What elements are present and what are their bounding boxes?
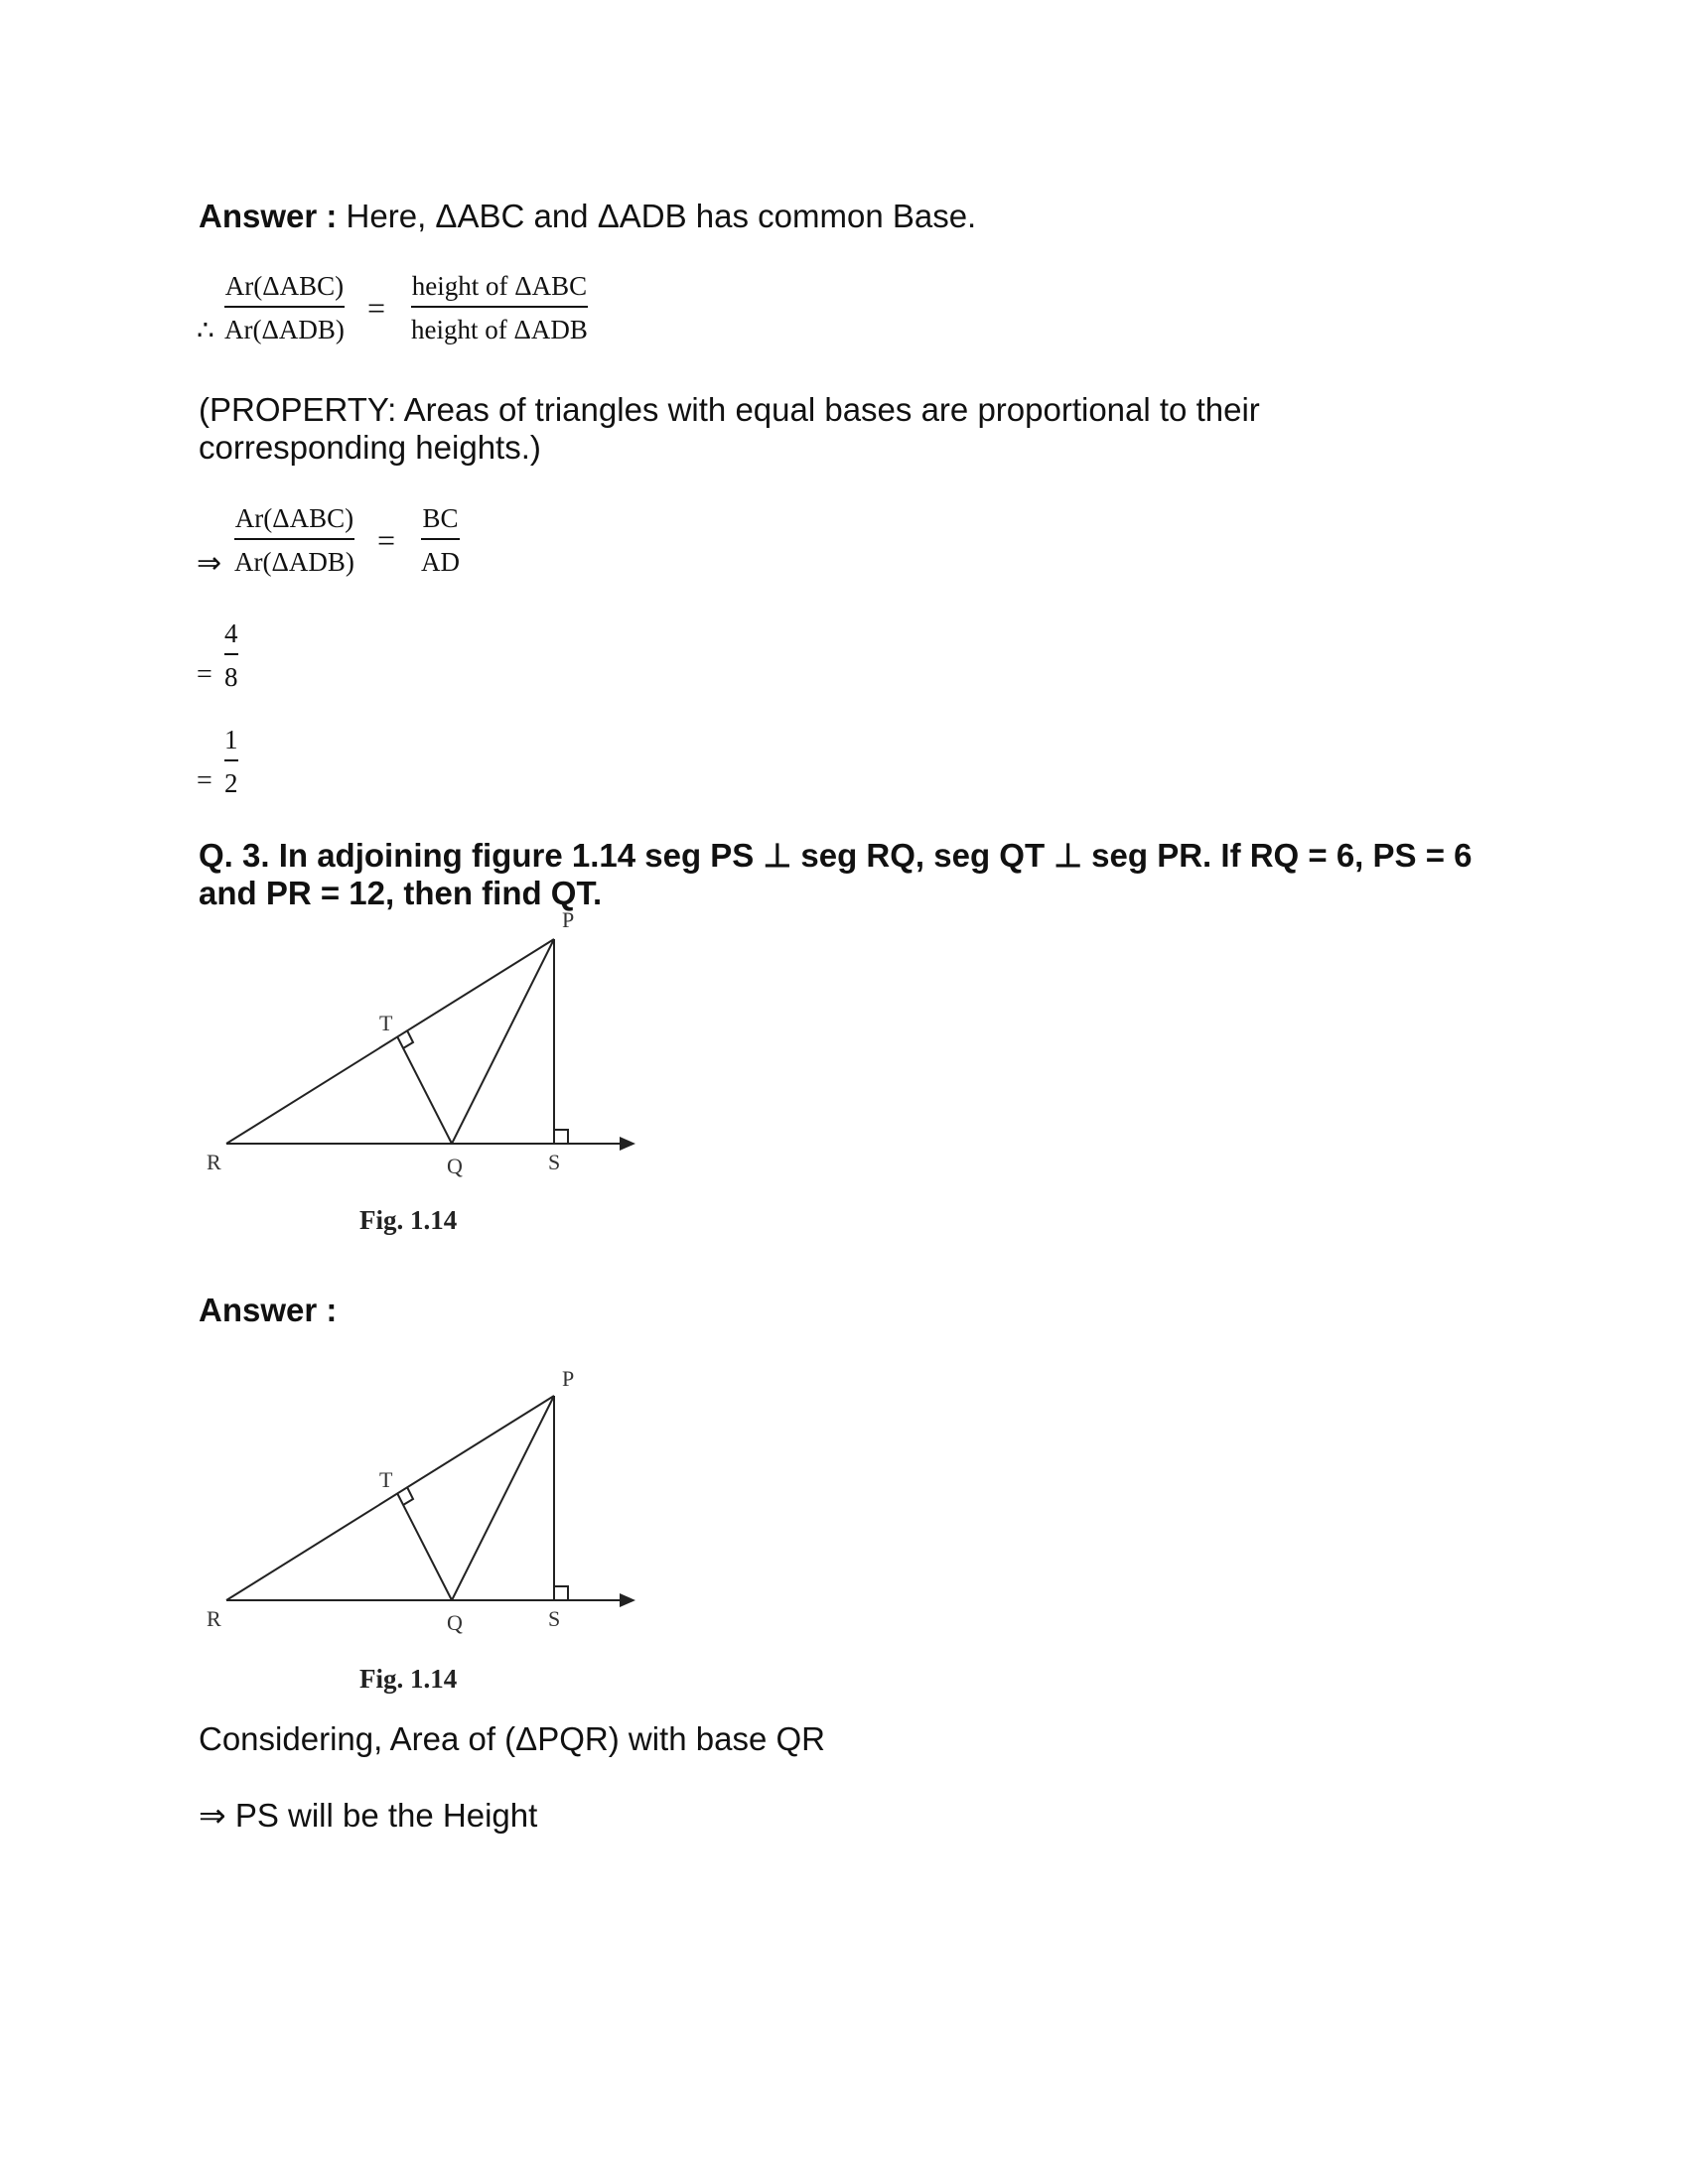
fraction-one-half — [224, 724, 238, 799]
label-t: T — [379, 1011, 393, 1035]
property-line-1: (PROPERTY: Areas of triangles with equal bases are proportional to their — [199, 391, 1260, 428]
property-line-2: corresponding heights.) — [199, 429, 541, 466]
fraction-denominator: Ar(ΔADB) — [234, 547, 354, 577]
label-q: Q — [447, 1154, 463, 1178]
figure-caption: Fig. 1.14 — [359, 1664, 458, 1694]
fraction-bar — [224, 759, 238, 761]
fraction-numerator: BC — [422, 503, 459, 533]
equals-prefix: = — [197, 765, 212, 796]
segment-rp — [226, 939, 554, 1144]
label-p: P — [562, 1366, 575, 1391]
arrowhead-icon — [620, 1137, 635, 1151]
fraction-height-ratio — [411, 270, 588, 345]
answer-label-2: Answer : — [199, 1292, 338, 1328]
height-line: ⇒ PS will be the Height — [199, 1797, 538, 1834]
fraction-bc-ad — [421, 502, 460, 578]
fraction-denominator: Ar(ΔADB) — [224, 315, 345, 344]
label-s: S — [548, 1150, 561, 1174]
question-line-1: Q. 3. In adjoining figure 1.14 seg PS ⊥ seg RQ, seg QT ⊥ seg PR. If RQ = 6, PS = 6 — [199, 837, 1473, 874]
fraction-bar — [411, 306, 588, 308]
label-r: R — [207, 1606, 221, 1631]
label-s: S — [548, 1606, 561, 1631]
segment-pq — [452, 939, 554, 1144]
segment-qt — [397, 1493, 452, 1600]
fraction-bar — [421, 538, 460, 540]
fraction-denominator: height of ΔADB — [411, 315, 588, 344]
fraction-bar — [224, 306, 345, 308]
triangle-figure-question — [189, 903, 665, 1251]
segment-rp — [226, 1396, 554, 1600]
triangle-figure-answer — [189, 1364, 665, 1711]
segment-qt — [397, 1036, 452, 1144]
answer-intro-text: Here, ΔABC and ΔADB has common Base. — [337, 198, 977, 234]
fraction-area-ratio — [234, 502, 354, 578]
label-p: P — [562, 907, 575, 932]
equals-sign: = — [377, 522, 396, 558]
right-angle-mark-s — [554, 1586, 568, 1600]
fraction-area-ratio — [224, 270, 345, 345]
label-r: R — [207, 1150, 221, 1174]
fraction-four-eighths — [224, 617, 238, 693]
fraction-denominator: 8 — [224, 662, 238, 692]
fraction-denominator: AD — [421, 547, 460, 577]
fraction-numerator: 1 — [224, 725, 238, 754]
answer-intro-line — [199, 198, 976, 235]
equals-sign: = — [367, 290, 386, 326]
label-t: T — [379, 1467, 393, 1492]
label-q: Q — [447, 1610, 463, 1635]
fraction-denominator: 2 — [224, 768, 238, 798]
implies-symbol: ⇒ — [197, 547, 222, 580]
question-line-2: and PR = 12, then find QT. — [199, 875, 603, 911]
equals-prefix: = — [197, 659, 212, 690]
fraction-bar — [234, 538, 354, 540]
fraction-bar — [224, 653, 238, 655]
fraction-numerator: Ar(ΔABC) — [224, 271, 345, 301]
fraction-numerator: 4 — [224, 618, 238, 648]
segment-pq — [452, 1396, 554, 1600]
therefore-symbol: ∴ — [197, 316, 214, 346]
fraction-numerator: height of ΔABC — [411, 271, 588, 301]
answer-label: Answer : — [199, 198, 338, 234]
right-angle-mark-s — [554, 1130, 568, 1144]
fraction-numerator: Ar(ΔABC) — [234, 503, 354, 533]
considering-line: Considering, Area of (ΔPQR) with base QR — [199, 1720, 825, 1757]
figure-caption: Fig. 1.14 — [359, 1205, 458, 1235]
arrowhead-icon — [620, 1593, 635, 1607]
